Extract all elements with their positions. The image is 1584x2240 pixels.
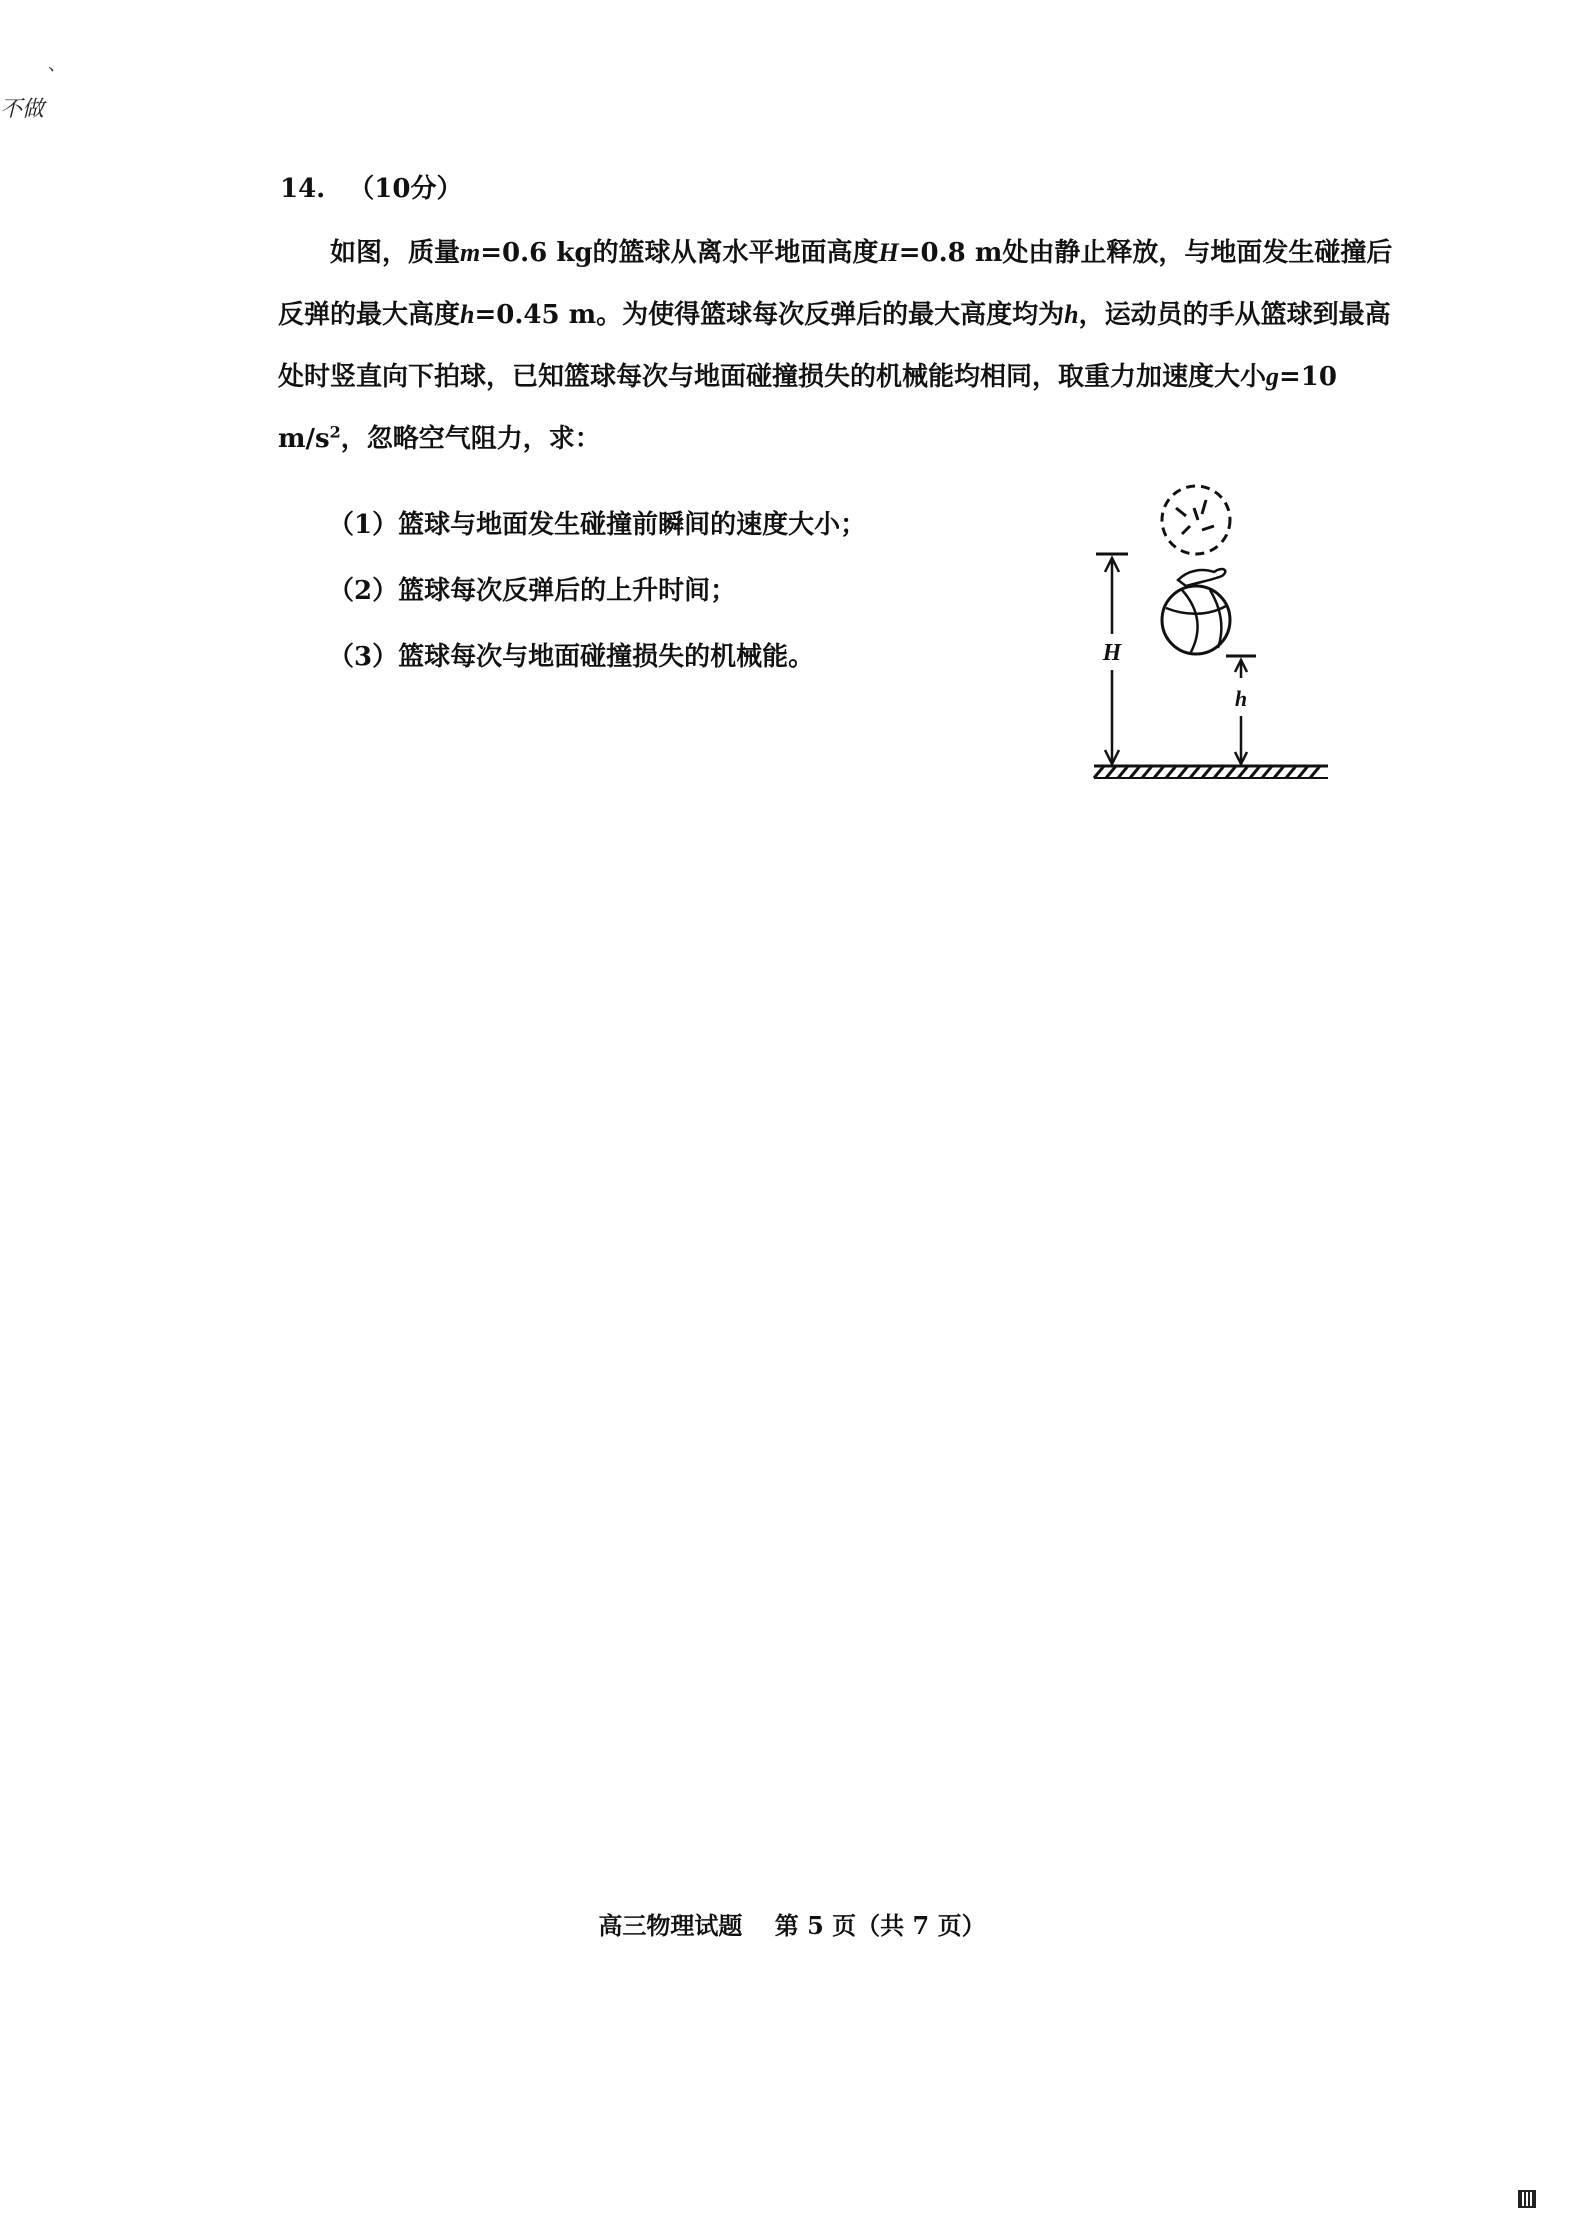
basketball-icon (1162, 586, 1230, 654)
stem-height: =0.8 m处由静止释放，与地面发生碰撞后反弹的最大高度 (278, 238, 1393, 330)
page-footer (0, 1906, 1584, 1941)
stem-mass: =0.6 kg的篮球从离水平地面高度 (480, 238, 879, 268)
question-number: 14. (280, 174, 326, 204)
symbol-h: h (460, 300, 475, 329)
label-h: h (1234, 686, 1248, 711)
qr-stamp-icon (1518, 2190, 1536, 2208)
basketball-figure (1090, 478, 1350, 798)
footer-subject: 高三物理试题 (598, 1911, 743, 1940)
ground (1094, 766, 1328, 778)
margin-note: 不做 (0, 97, 45, 122)
stem-gravity: =10 m/s (278, 362, 1337, 454)
sub-question-3: （3）篮球每次与地面碰撞损失的机械能。 (328, 642, 815, 672)
dashed-ball-top (1162, 486, 1230, 554)
stem-tail: ，忽略空气阻力，求： (340, 424, 601, 454)
question-score: （10分） (348, 174, 463, 204)
hand-icon (1178, 569, 1225, 586)
tick-mark: 、 (48, 54, 66, 75)
symbol-g: g (1266, 362, 1280, 391)
symbol-h-2: h (1064, 300, 1079, 329)
sub-question-1: （1）篮球与地面发生碰撞前瞬间的速度大小； (328, 510, 867, 540)
question-header (280, 168, 462, 205)
sub-question-2: （2）篮球每次反弹后的上升时间； (328, 576, 737, 606)
question-stem (278, 222, 1403, 470)
footer-page: 第 5 页（共 7 页） (774, 1911, 986, 1940)
label-H: H (1102, 640, 1122, 666)
symbol-m: m (460, 238, 481, 267)
stem-rebound: =0.45 m。为使得篮球每次反弹后的最大高度均为 (474, 300, 1065, 330)
symbol-H: H (878, 238, 899, 267)
gravity-exponent: 2 (329, 422, 341, 442)
stem-middle: ，运动员的手从篮球到最高处时竖直向下拍球，已知篮球每次与地面碰撞损失的机械能均相同，取重力加速度大小 (278, 300, 1391, 392)
stem-intro: 如图，质量 (330, 238, 461, 268)
